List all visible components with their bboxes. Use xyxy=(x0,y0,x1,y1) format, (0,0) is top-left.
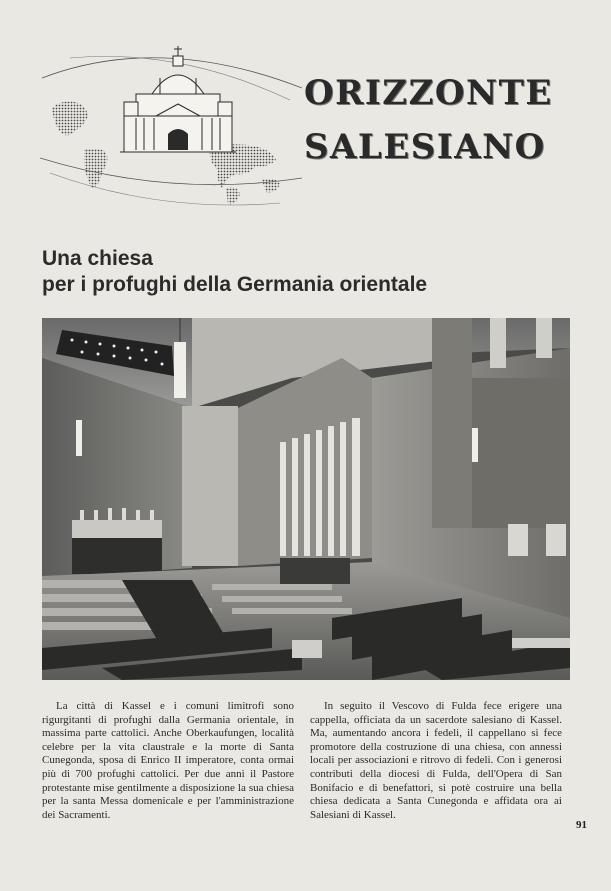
title-line-1: ORIZZONTE xyxy=(304,73,553,113)
magazine-section-title xyxy=(304,66,576,174)
church-interior-photo xyxy=(42,318,570,680)
article-headline xyxy=(42,246,582,298)
headline-line-2: per i profughi della Germania orientale xyxy=(42,273,428,296)
page-number: 91 xyxy=(576,819,587,831)
article-column-1: La città di Kassel e i comuni limitrofi sono rigurgitanti di profughi dalla Germania orientale, in massima parte cattolici. Anche Oberkaufungen, località celebre per la vita claustrale e la morte di Santa Cunegonda, sposa di Enrico II imperatore, conta ormai più di 700 profughi cattolici. Per due anni il Pastore protestante mise gentilmente a disposizione la sua chiesa per la santa Messa domenicale e per l'amministrazione dei Sacramenti. xyxy=(42,700,294,821)
basilica-globe-emblem xyxy=(40,38,302,218)
title-line-2: SALESIANO xyxy=(304,127,546,167)
article-column-2: In seguito il Vescovo di Fulda fece erigere una cappella, officiata da un sacerdote salesiano di Kassel. Ma, aumentando ancora i fedeli, il cappellano si fece promotore della costruzione di una chiesa, con annessi locali per associazioni e ritrovo di fedeli. Con i generosi contributi della diocesi di Fulda, dell'Opera di San Bonifacio e di benefattori, si potè costruire una bella chiesa dedicata a Santa Cunegonda e affidata ora ai Salesiani di Kassel. xyxy=(310,700,562,821)
headline-line-1: Una chiesa xyxy=(42,247,153,270)
